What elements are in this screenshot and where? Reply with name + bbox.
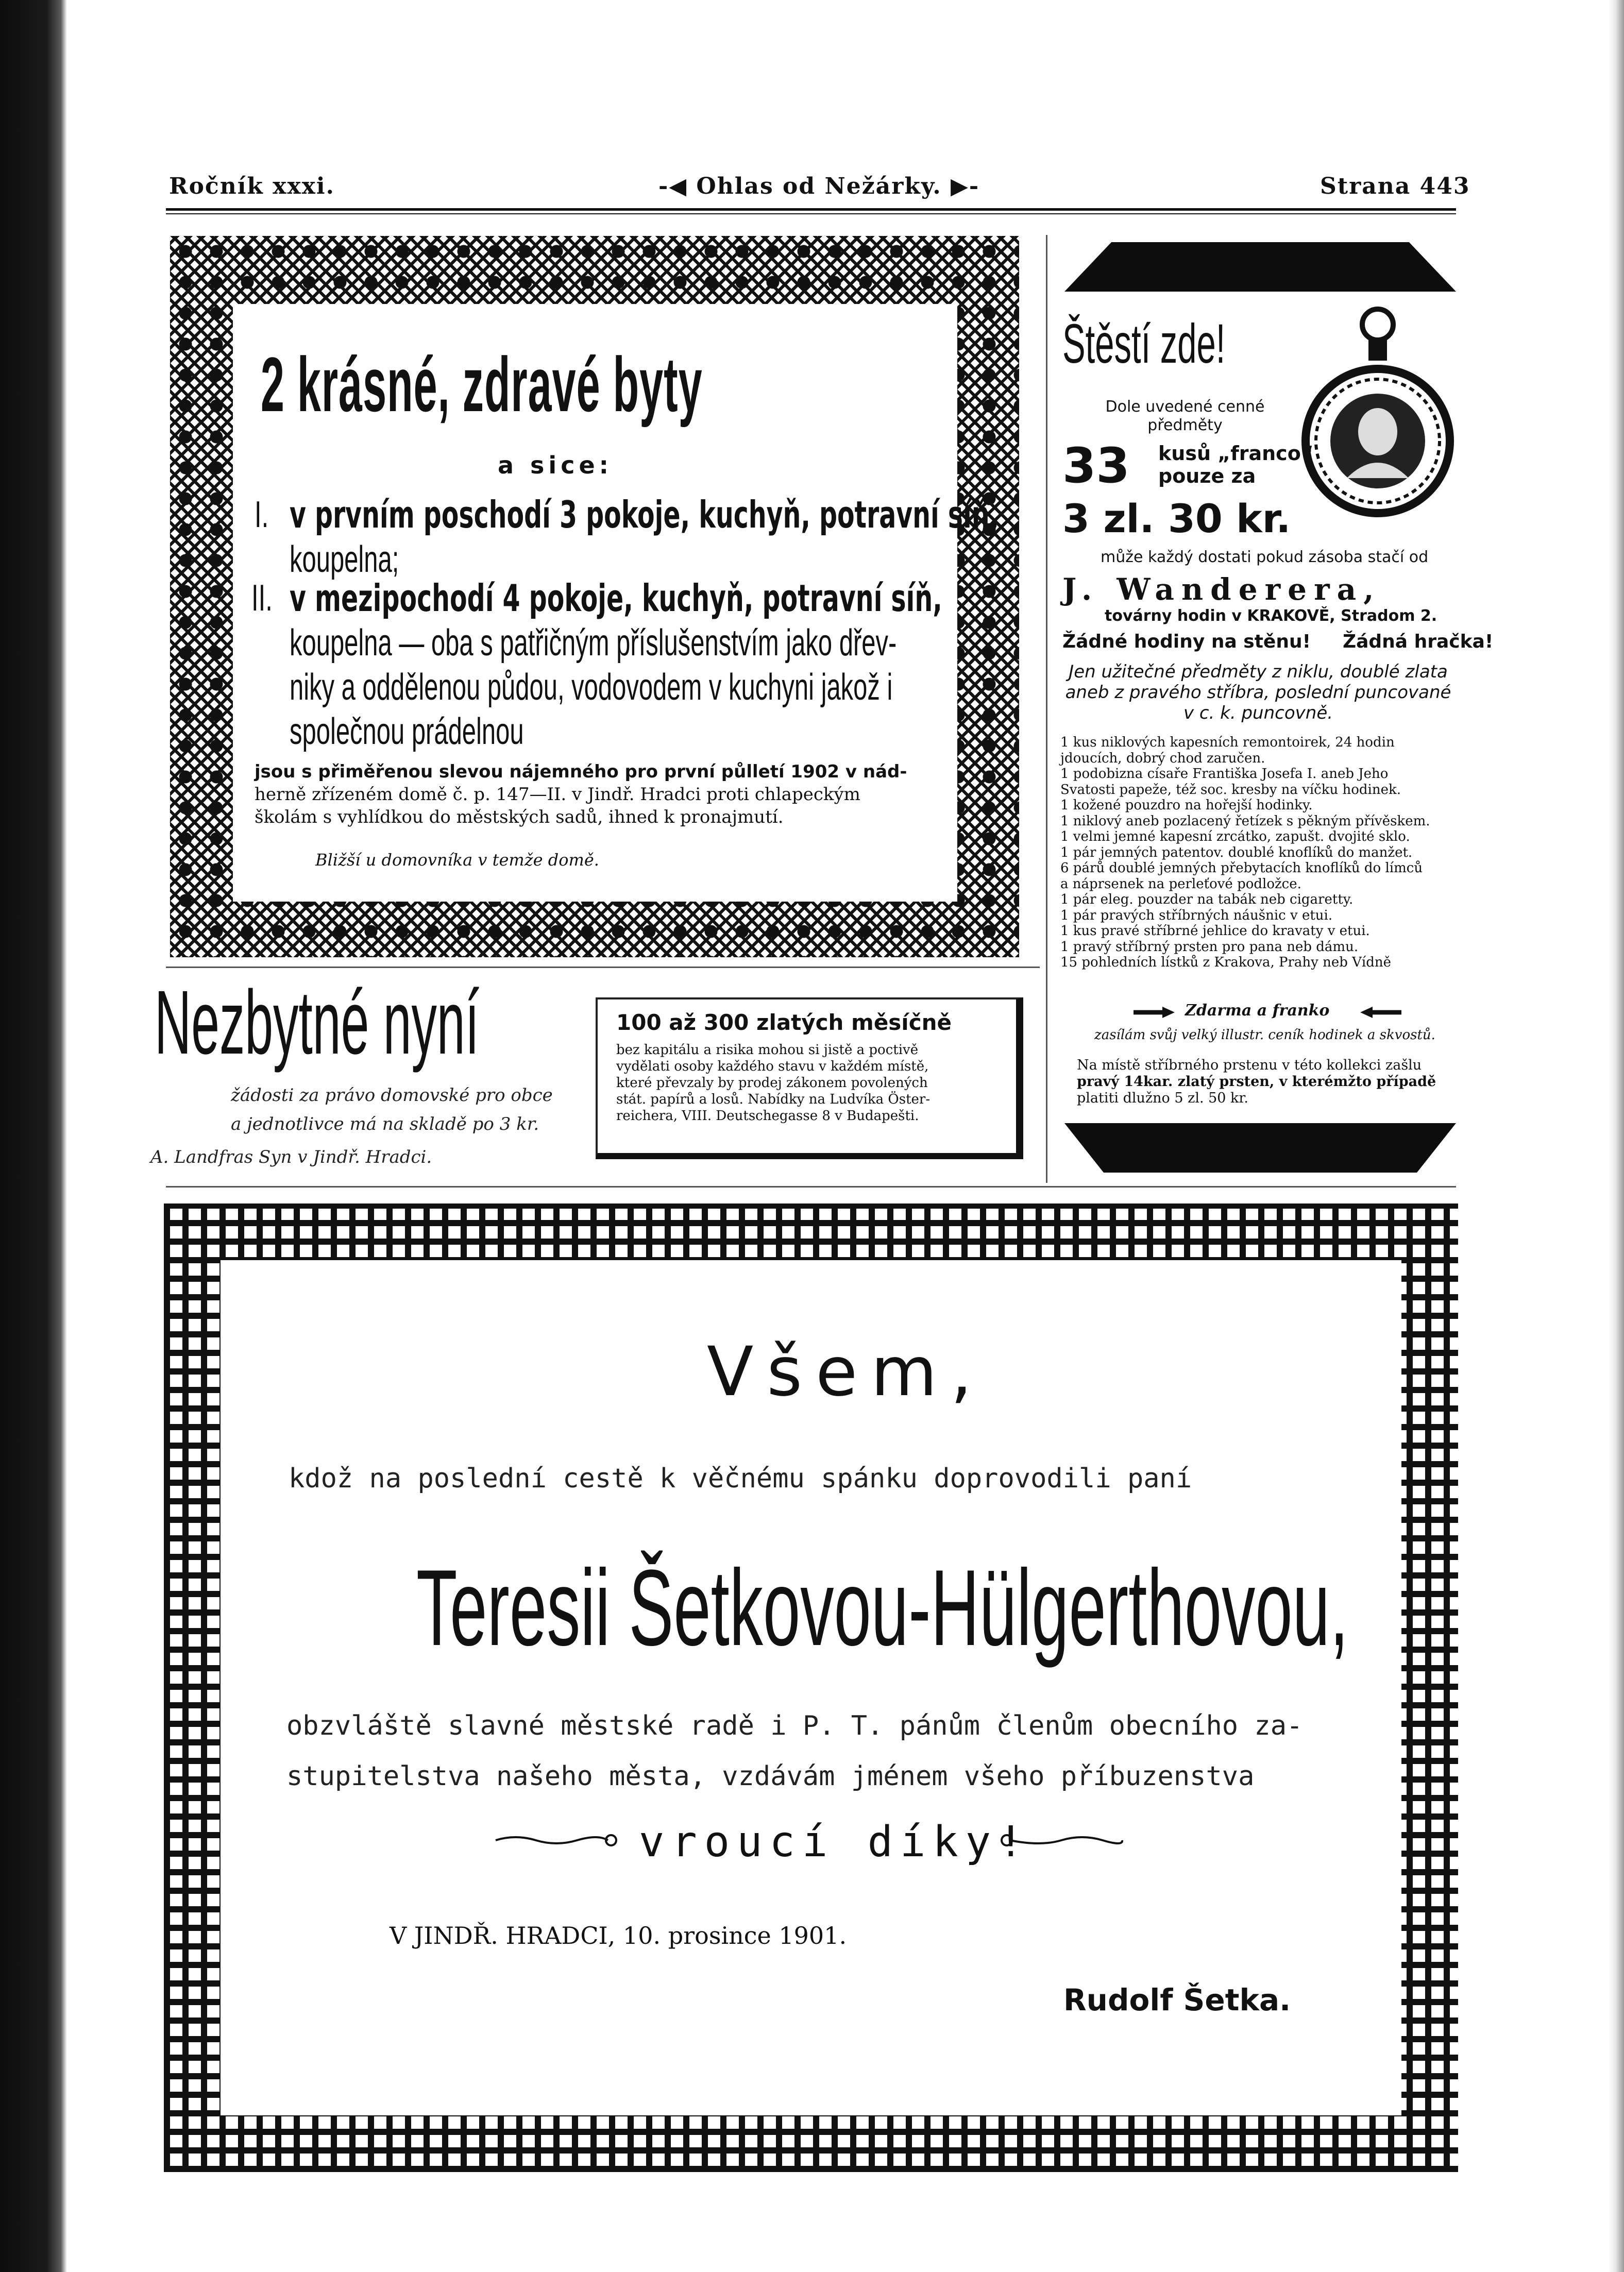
list-item: 1 kus niklových kapesních remontoirek, 24 hodin	[1060, 735, 1395, 750]
header-newspaper-title: -◀ Ohlas od Nežárky. ▶-	[658, 173, 980, 199]
column-divider	[1046, 235, 1047, 1183]
apartment-item-1-number: I.	[255, 494, 269, 535]
thanks-text: vroucí díky!	[639, 1818, 1031, 1867]
section-rule	[166, 967, 1040, 968]
apartment-ad-subtitle: a sice:	[498, 451, 613, 479]
watch-ad-item-list	[1060, 735, 1430, 971]
mourning-line-3: stupitelstva našeho města, vzdávám jménem všeho příbuzenstva	[286, 1761, 1255, 1792]
watch-ad-no-toys: Žádná hračka!	[1343, 631, 1494, 652]
watch-ad-stock: může každý dostati pokud zásoba stačí od	[1101, 548, 1429, 566]
header-volume: Ročník xxxi.	[169, 173, 335, 199]
list-item: 1 niklový aneb pozlacený řetízek s pěkným přívěskem.	[1060, 813, 1430, 829]
mourning-line-1: kdož na poslední cestě k věčnému spánku doprovodili paní	[289, 1463, 1192, 1494]
watch-ad-catalog: zasílám svůj velký illustr. ceník hodinek a skvostů.	[1094, 1027, 1435, 1043]
income-ad-body: bez kapitálu a risika mohou si jistě a poctivě vydělati osoby každého stavu v každém místě, které převzaly by prodej zákonem povolených stát. papírů a losů. Nabídky na Ludvíka Öster- reichera, VIII. Deutschegasse 8 v Budapešti.	[616, 1042, 931, 1124]
nezbytne-ad-signature: A. Landfras Syn v Jindř. Hradci.	[150, 1147, 432, 1167]
watch-ad-only-for: pouze za	[1158, 465, 1256, 487]
watch-ad-firm: J. Wanderera,	[1062, 572, 1381, 607]
watch-ad-intro: Dole uvedené cenné předměty	[1105, 398, 1265, 434]
watch-ad-price: 3 zl. 30 kr.	[1062, 496, 1291, 541]
watch-ad-bottom-band	[1064, 1123, 1456, 1173]
header-page-number: Strana 443	[1320, 173, 1470, 199]
list-item: Svatosti papeže, též soc. kresby na víčku hodinek.	[1060, 782, 1401, 798]
pocket-watch-image	[1300, 303, 1455, 528]
list-item: 6 párů doublé jemných přebytacích knoflíků do límců	[1060, 860, 1423, 876]
scan-left-edge	[0, 0, 67, 2272]
list-item: 1 kožené pouzdro na hořejší hodinky.	[1060, 798, 1313, 813]
pointing-hand-left-icon	[1134, 1007, 1175, 1018]
list-item: a náprsenek na perleťové podložce.	[1060, 876, 1301, 892]
watch-ad-useful-items: Jen užitečné předměty z niklu, doublé zlata aneb z pravého stříbra, poslední puncované v c. k. puncovně.	[1065, 662, 1451, 723]
mourning-line-2: obzvláště slavné městské radě i P. T. pánům členům obecního za-	[286, 1710, 1303, 1741]
list-item: 1 podobizna císaře Františka Josefa I. aneb Jeho	[1060, 766, 1389, 782]
list-item: 1 pár jemných patentov. doublé knoflíků do manžet.	[1060, 844, 1413, 860]
apartment-item-1: v prvním poschodí 3 pokoje, kuchyň, potravní síň, koupelna;	[290, 493, 1000, 580]
watch-ad-title: Štěstí zde!	[1062, 312, 1226, 375]
scan-right-edge	[1609, 0, 1624, 2272]
watch-ad-top-band	[1064, 242, 1456, 292]
list-item: 1 pár pravých stříbrných náušnic v etui.	[1060, 907, 1333, 923]
apartment-item-2-number: II.	[251, 578, 273, 619]
list-item: jdoucích, dobrý chod zaručen.	[1060, 750, 1265, 766]
deceased-name: Teresii Šetkovou-Hülgerthovou,	[416, 1547, 1349, 1668]
watch-ad-firm-address: továrny hodin v KRAKOVĚ, Stradom 2.	[1105, 607, 1437, 625]
apartment-item-2: v mezipochodí 4 pokoje, kuchyň, potravní síň, koupelna — oba s patřičným příslušenstvím jako dřev- niky a oddělenou půdou, vodovodem v kuchyni jakož i společnou prádelnou	[290, 577, 942, 752]
list-item: 1 velmi jemné kapesní zrcátko, zapušt. dvojité sklo.	[1060, 829, 1410, 844]
header-rule-thin	[166, 213, 1456, 214]
header-rule	[166, 208, 1456, 211]
nezbytne-ad-title: Nezbytné nyní	[155, 972, 480, 1073]
notice-signature: Rudolf Šetka.	[1063, 1982, 1291, 2017]
list-item: 1 pár eleg. pouzder na tabák neb cigaretty.	[1060, 892, 1354, 907]
watch-ad-free: Zdarma a franko	[1185, 1002, 1330, 1020]
pointing-hand-right-icon	[1360, 1007, 1401, 1018]
income-ad-title: 100 až 300 zlatých měsíčně	[616, 1010, 952, 1035]
list-item: 1 pravý stříbrný prsten pro pana neb dámu.	[1060, 939, 1359, 955]
watch-ad-pieces: kusů „franco“	[1158, 442, 1314, 465]
list-item: 1 kus pravé stříbrné jehlice do kravaty v etui.	[1060, 923, 1370, 939]
watch-ad-no-wall-clocks: Žádné hodiny na stěnu!	[1062, 631, 1311, 652]
apartment-ad-contact: Bližší u domovníka v temže domě.	[315, 850, 599, 870]
watch-ad-ring-offer: Na místě stříbrného prstenu v této kollekci zašlu pravý 14kar. zlatý prsten, v kterémžto případě platiti dlužno 5 zl. 50 kr.	[1077, 1057, 1436, 1106]
list-item: 15 pohledních lístků z Krakova, Prahy neb Vídně	[1060, 955, 1392, 970]
nezbytne-ad-body: žádosti za právo domovské pro obce a jednotlivce má na skladě po 3 kr.	[231, 1085, 553, 1134]
mourning-heading: Všem,	[707, 1332, 986, 1412]
flourish-left-icon	[495, 1834, 618, 1846]
flourish-right-icon	[1000, 1834, 1123, 1846]
watch-ad-count: 33	[1062, 438, 1130, 494]
apartment-ad-note: jsou s přiměřenou slevou nájemného pro první půlletí 1902 v nád- herně zřízeném domě č. p. 147—II. v Jindř. Hradci proti chlapeckým školám s vyhlídkou do městských sadů, ihned k pronajmutí.	[255, 761, 907, 827]
section-rule-lower	[166, 1186, 1456, 1188]
apartment-ad-title: 2 krásné, zdravé byty	[261, 341, 703, 428]
notice-date: V JINDŘ. HRADCI, 10. prosince 1901.	[390, 1922, 847, 1949]
